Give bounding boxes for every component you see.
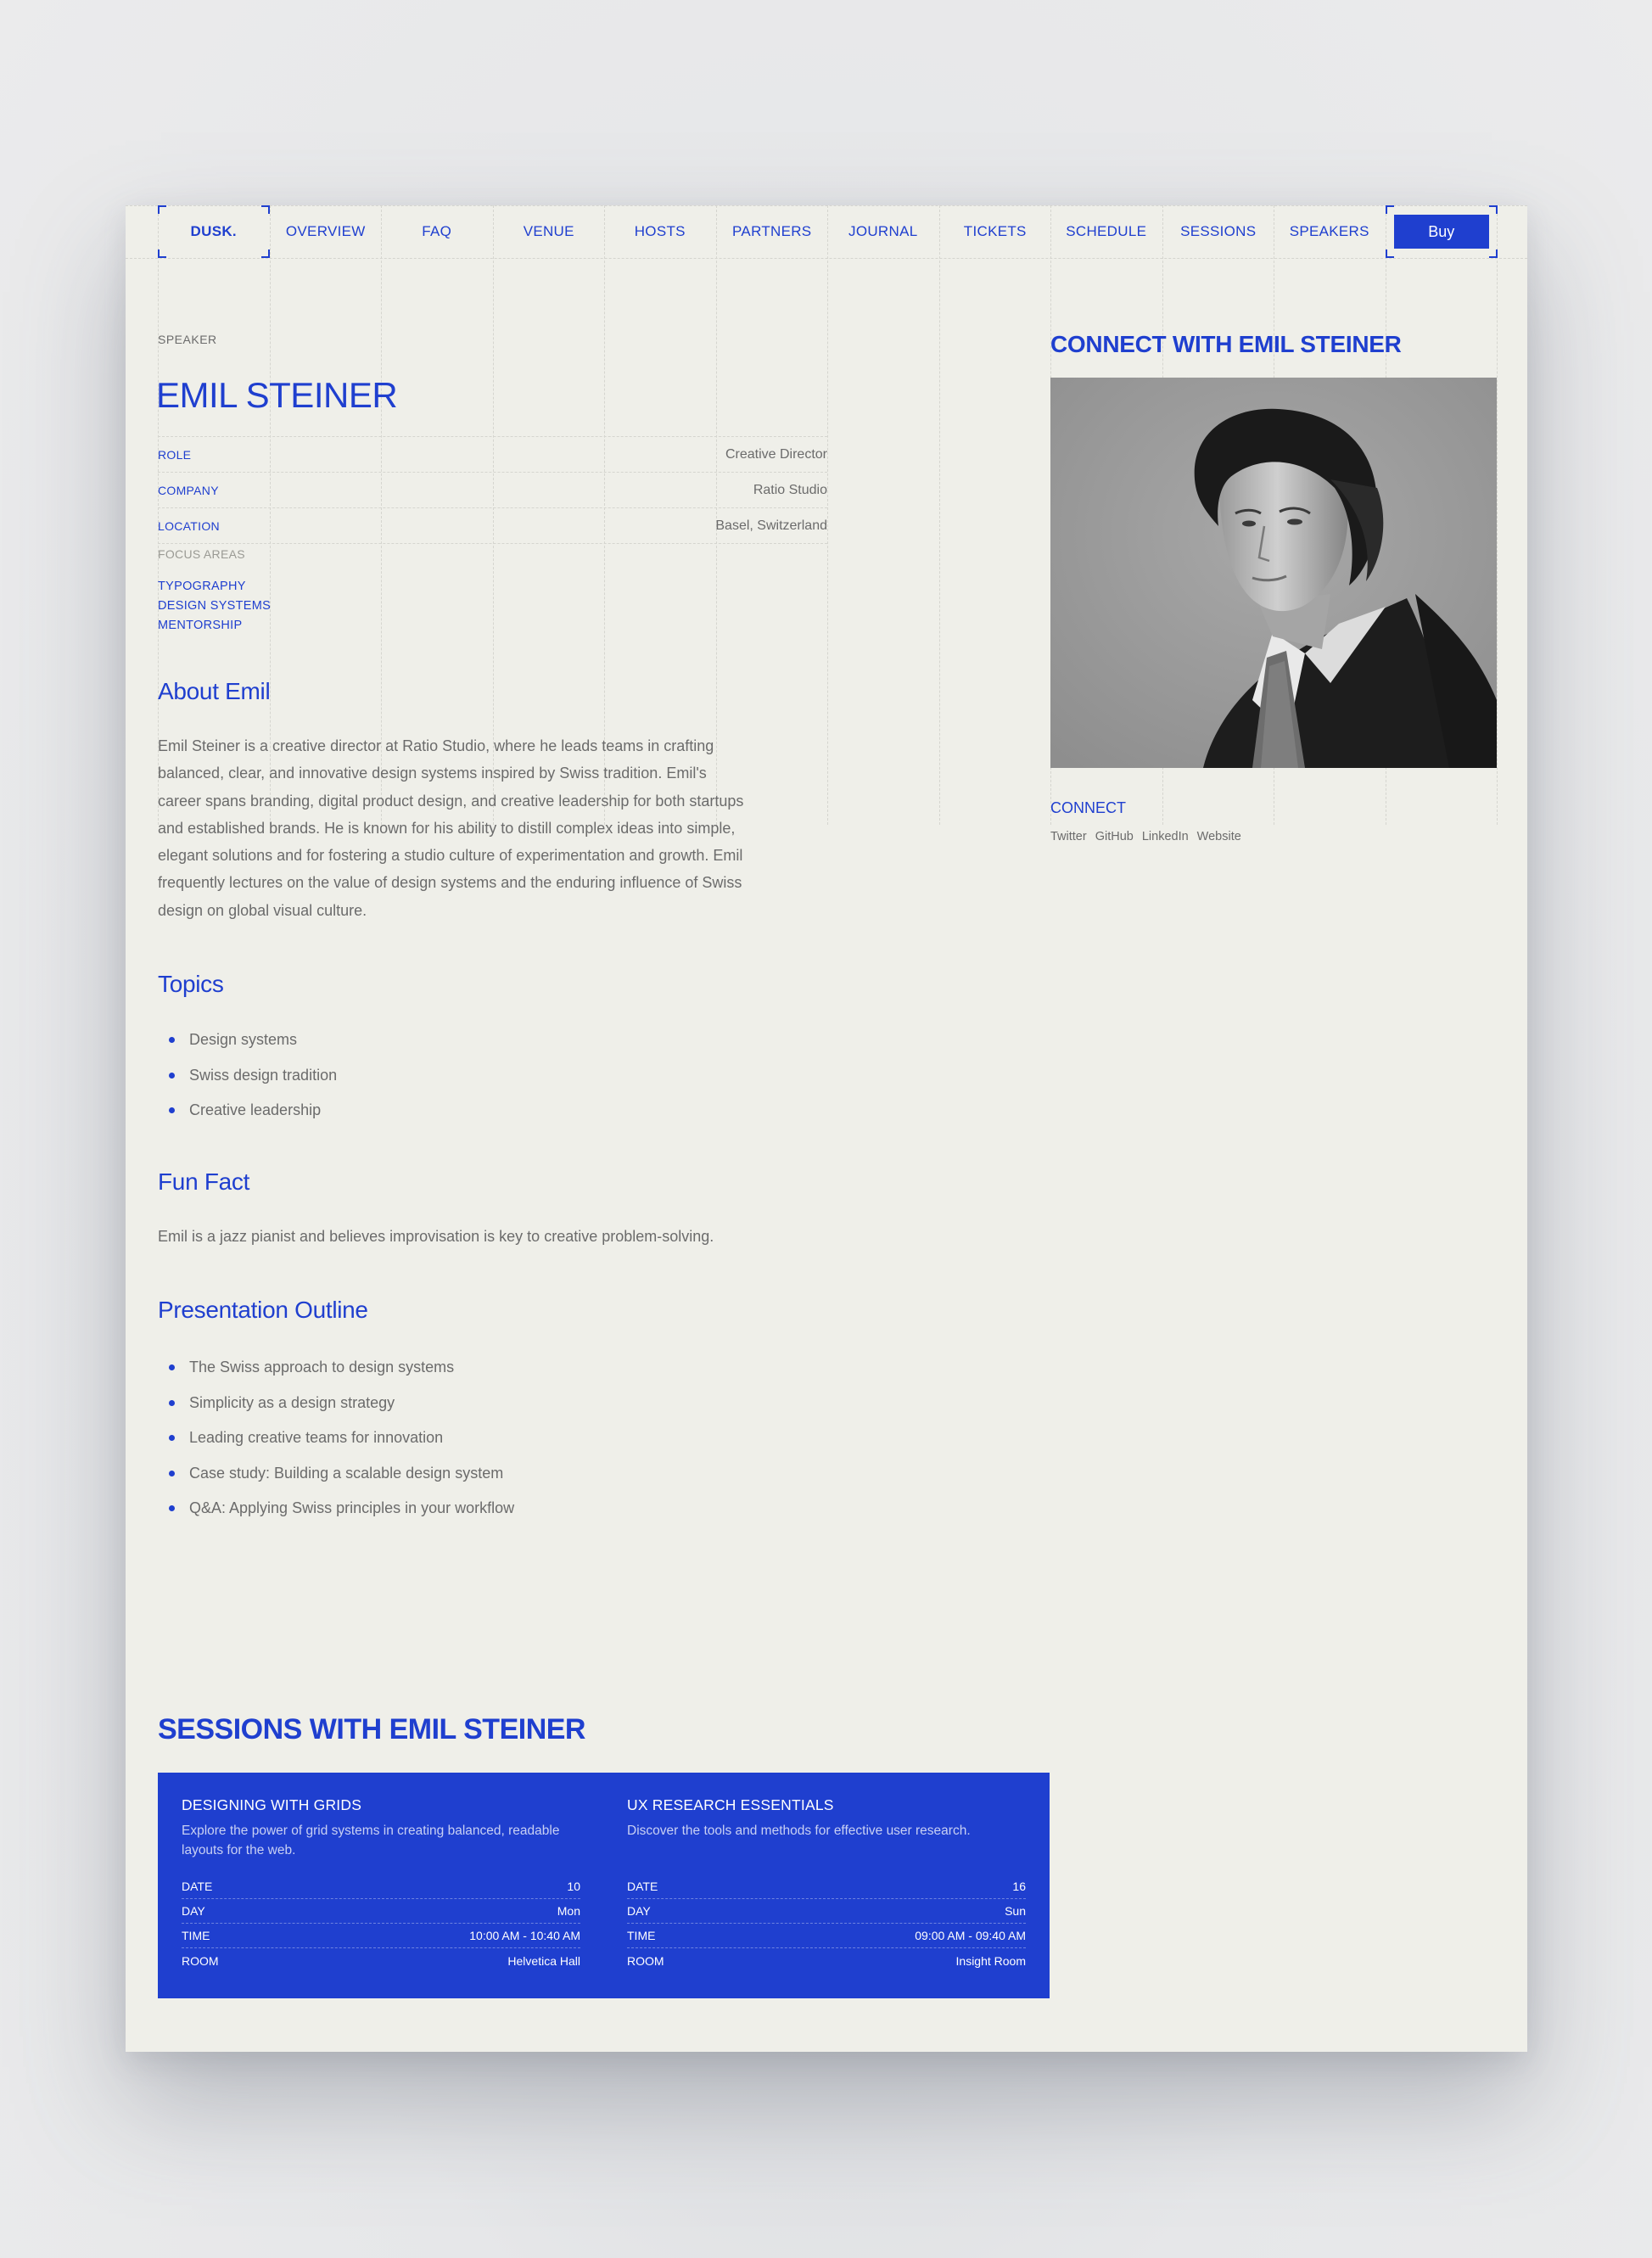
connect-title: CONNECT WITH EMIL STEINER <box>1050 331 1402 357</box>
topics-list <box>158 1029 337 1135</box>
row-key: DAY <box>627 1904 651 1918</box>
focus-area-item: DESIGN SYSTEMS <box>158 599 272 613</box>
nav-item-partners[interactable]: PARTNERS <box>732 223 812 239</box>
row-value: Helvetica Hall <box>507 1953 580 1968</box>
about-heading: About Emil <box>158 678 271 704</box>
sessions-panel <box>158 1773 1050 1998</box>
row-key: TIME <box>182 1929 210 1942</box>
speaker-name: EMIL STEINER <box>156 375 398 415</box>
session-row-date <box>182 1874 580 1899</box>
topic-item: Swiss design tradition <box>158 1065 337 1101</box>
nav-buy-cell <box>1386 205 1498 258</box>
website-link[interactable]: Website <box>1196 830 1241 843</box>
info-value: Basel, Switzerland <box>715 518 827 533</box>
session-card[interactable] <box>182 1796 580 1973</box>
info-key: COMPANY <box>158 483 219 497</box>
connect-label: CONNECT <box>1050 799 1126 816</box>
row-value: Sun <box>1005 1904 1026 1918</box>
focus-area-item: MENTORSHIP <box>158 619 243 632</box>
nav-logo[interactable] <box>158 205 270 258</box>
topic-item: Creative leadership <box>158 1100 337 1135</box>
session-row-day <box>627 1899 1026 1924</box>
row-value: 16 <box>1012 1880 1026 1893</box>
top-nav <box>126 205 1527 258</box>
session-row-time <box>627 1924 1026 1948</box>
linkedin-link[interactable]: LinkedIn <box>1141 830 1189 843</box>
speaker-info-table <box>158 436 827 544</box>
nav-item-sessions[interactable]: SESSIONS <box>1180 223 1257 239</box>
info-value: Ratio Studio <box>753 482 827 497</box>
session-title: UX RESEARCH ESSENTIALS <box>627 1796 834 1813</box>
nav-item-overview[interactable]: OVERVIEW <box>285 223 366 239</box>
twitter-link[interactable]: Twitter <box>1050 830 1087 843</box>
nav-item-journal[interactable]: JOURNAL <box>848 223 918 239</box>
outline-item: Leading creative teams for innovation <box>158 1427 514 1463</box>
github-link[interactable]: GitHub <box>1095 830 1134 843</box>
session-description: Explore the power of grid systems in creating balanced, readable layouts for the web. <box>182 1824 560 1857</box>
fun-fact-heading: Fun Fact <box>158 1168 250 1195</box>
speaker-eyebrow: SPEAKER <box>158 333 217 346</box>
outline-item: Case study: Building a scalable design system <box>158 1463 514 1499</box>
focus-areas-label: FOCUS AREAS <box>158 547 245 561</box>
session-row-day <box>182 1899 580 1924</box>
about-text: Emil Steiner is a creative director at Ratio Studio, where he leads teams in crafting balanced, clear, and innovative design systems inspired by Swiss tradition. Emil's career spans branding, digital product design, and creative leadership for both startups and established brands. He is known for his ability to distill complex ideas into simple, elegant solutions and for fostering a studio culture of experimentation and growth. Emil frequently lectures on the value of design systems and the enduring influence of Swiss design on global visual culture. <box>158 737 744 919</box>
session-description: Discover the tools and methods for effective user research. <box>627 1824 971 1838</box>
outline-item: Q&A: Applying Swiss principles in your workflow <box>158 1498 514 1533</box>
outline-item: Simplicity as a design strategy <box>158 1392 514 1428</box>
topics-heading: Topics <box>158 971 224 997</box>
nav-item-speakers[interactable]: SPEAKERS <box>1289 223 1369 239</box>
outline-heading: Presentation Outline <box>158 1297 368 1323</box>
nav-item-tickets[interactable]: TICKETS <box>963 223 1027 239</box>
row-value: 09:00 AM - 09:40 AM <box>915 1929 1026 1942</box>
nav-item-venue[interactable]: VENUE <box>523 223 574 239</box>
buy-button[interactable]: Buy <box>1394 215 1489 249</box>
nav-item-faq[interactable]: FAQ <box>422 223 452 239</box>
row-value: 10:00 AM - 10:40 AM <box>469 1929 580 1942</box>
fun-fact-text: Emil is a jazz pianist and believes improvisation is key to creative problem-solving. <box>158 1228 714 1245</box>
speaker-portrait <box>1050 378 1497 768</box>
session-row-time <box>182 1924 580 1948</box>
nav-item-hosts[interactable]: HOSTS <box>634 223 686 239</box>
info-row-company <box>158 473 827 508</box>
info-key: LOCATION <box>158 518 220 533</box>
session-details <box>627 1874 1026 1973</box>
row-value: Mon <box>557 1904 580 1918</box>
focus-area-item: TYPOGRAPHY <box>158 580 246 593</box>
session-details <box>182 1874 580 1973</box>
row-key: DATE <box>182 1880 213 1893</box>
row-key: DAY <box>182 1904 205 1918</box>
info-row-role <box>158 437 827 473</box>
row-value: Insight Room <box>955 1953 1026 1968</box>
row-key: DATE <box>627 1880 658 1893</box>
session-card[interactable] <box>627 1796 1026 1973</box>
sessions-title: SESSIONS WITH EMIL STEINER <box>158 1713 585 1745</box>
info-key: ROLE <box>158 447 192 462</box>
session-row-date <box>627 1874 1026 1899</box>
row-key: ROOM <box>627 1953 664 1968</box>
info-value: Creative Director <box>725 446 827 462</box>
session-row-room <box>627 1948 1026 1973</box>
session-row-room <box>182 1948 580 1973</box>
row-value: 10 <box>567 1880 580 1893</box>
social-links <box>1050 830 1241 843</box>
topic-item: Design systems <box>158 1029 337 1065</box>
row-key: TIME <box>627 1929 656 1942</box>
outline-list <box>158 1357 514 1533</box>
info-row-location <box>158 508 827 544</box>
row-key: ROOM <box>182 1953 219 1968</box>
logo-text: DUSK. <box>190 223 237 239</box>
speaker-page <box>126 205 1527 2052</box>
outline-item: The Swiss approach to design systems <box>158 1357 514 1392</box>
nav-item-schedule[interactable]: SCHEDULE <box>1066 223 1147 239</box>
session-title: DESIGNING WITH GRIDS <box>182 1796 362 1813</box>
focus-areas-list <box>158 577 271 636</box>
